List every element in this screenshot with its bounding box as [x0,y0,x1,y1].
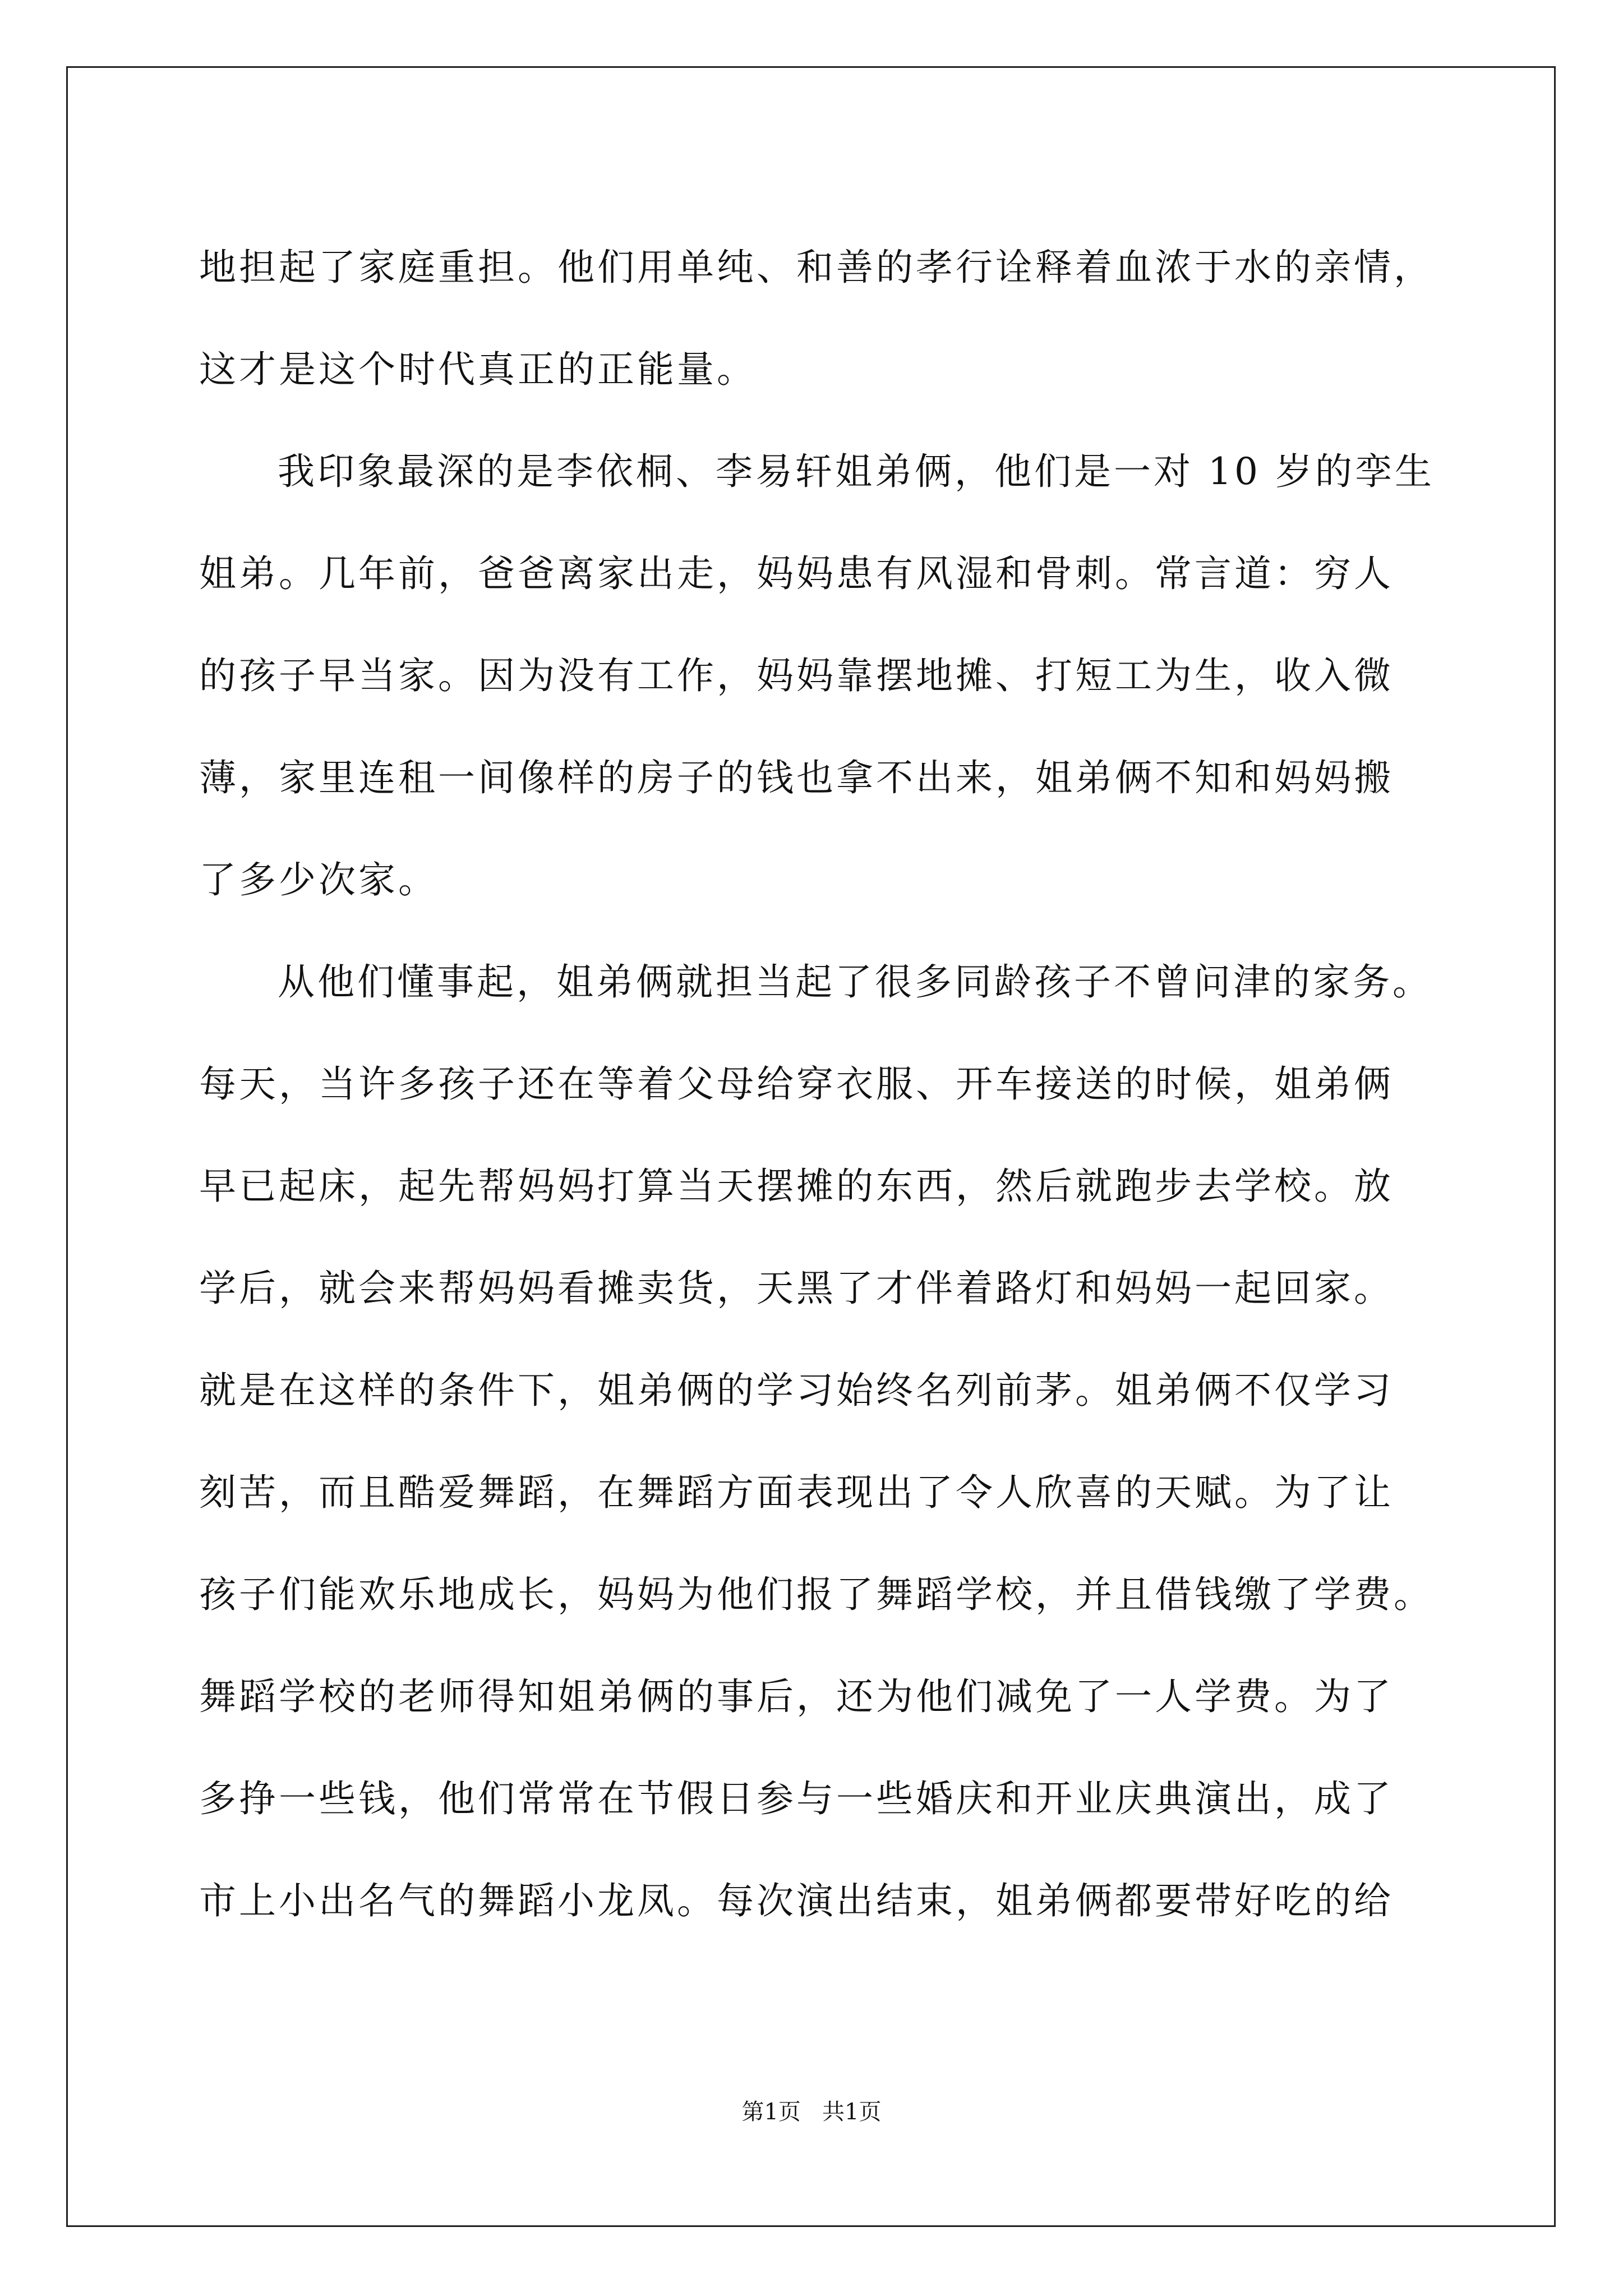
paragraph-start-line: 我印象最深的是李依桐、李易轩姐弟俩，他们是一对 10 岁的孪生 [278,450,1435,493]
paragraph-start-line: 从他们懂事起，姐弟俩就担当起了很多同龄孩子不曾问津的家务。 [278,960,1432,1004]
text-line: 姐弟。几年前，爸爸离家出走，妈妈患有风湿和骨刺。常言道：穷人 [199,552,1394,595]
text-line: 舞蹈学校的老师得知姐弟俩的事后，还为他们减免了一人学费。为了 [199,1675,1394,1718]
text-line: 刻苦，而且酷爱舞蹈，在舞蹈方面表现出了令人欣喜的天赋。为了让 [199,1471,1394,1514]
text-line: 市上小出名气的舞蹈小龙凤。每次演出结束，姐弟俩都要带好吃的给 [199,1879,1394,1922]
text-line: 地担起了家庭重担。他们用单纯、和善的孝行诠释着血浓于水的亲情， [199,246,1433,289]
text-line: 就是在这样的条件下，姐弟俩的学习始终名列前茅。姐弟俩不仅学习 [199,1369,1394,1412]
text-line: 孩子们能欢乐地成长，妈妈为他们报了舞蹈学校，并且借钱缴了学费。 [199,1573,1433,1616]
text-line: 早已起床，起先帮妈妈打算当天摆摊的东西，然后就跑步去学校。放 [199,1165,1394,1208]
text-line: 薄，家里连租一间像样的房子的钱也拿不出来，姐弟俩不知和妈妈搬 [199,756,1394,799]
text-line: 每天，当许多孩子还在等着父母给穿衣服、开车接送的时候，姐弟俩 [199,1062,1394,1106]
text-line: 了多少次家。 [199,858,438,901]
document-body [199,217,1433,1952]
page-footer: 第1页 共1页 [741,2099,882,2125]
text-line: 学后，就会来帮妈妈看摊卖货，天黑了才伴着路灯和妈妈一起回家。 [199,1267,1394,1310]
text-line: 这才是这个时代真正的正能量。 [199,348,757,391]
text-line: 的孩子早当家。因为没有工作，妈妈靠摆地摊、打短工为生，收入微 [199,654,1394,697]
text-line: 多挣一些钱，他们常常在节假日参与一些婚庆和开业庆典演出，成了 [199,1777,1394,1820]
